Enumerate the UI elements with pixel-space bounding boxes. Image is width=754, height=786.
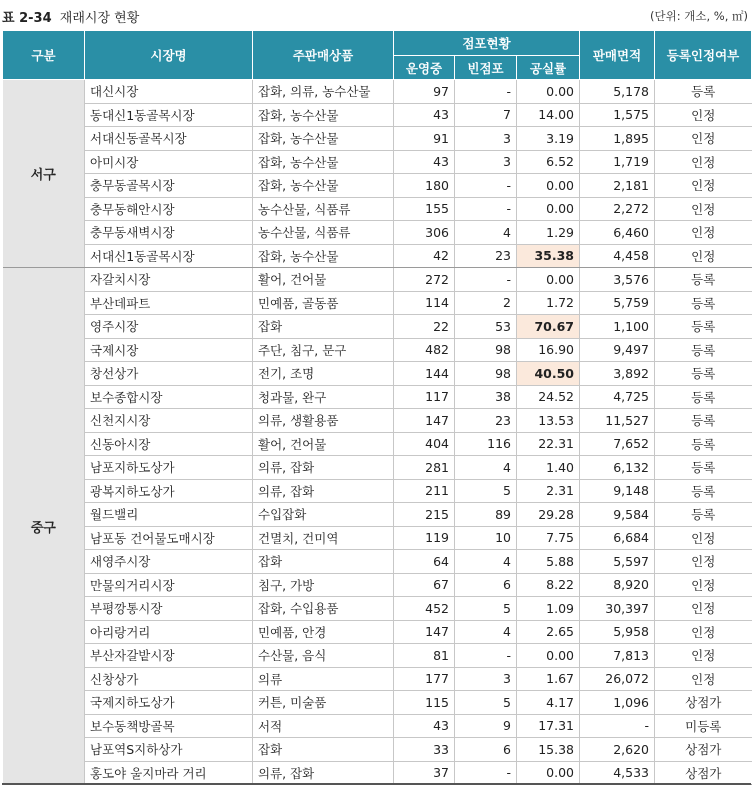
registration-status: 미등록 (655, 714, 752, 738)
operating-count: 281 (394, 456, 455, 480)
vacant-count: 3 (455, 127, 517, 151)
vacancy-rate: 1.67 (517, 667, 580, 691)
sales-area: 8,920 (580, 573, 655, 597)
vacancy-rate: 14.00 (517, 103, 580, 127)
main-goods: 의류 (253, 667, 394, 691)
table-row (3, 362, 752, 386)
table-row (3, 667, 752, 691)
vacancy-rate: 1.29 (517, 221, 580, 245)
table-body (3, 80, 752, 785)
table-row (3, 385, 752, 409)
operating-count: 114 (394, 291, 455, 315)
market-name: 영주시장 (85, 315, 253, 339)
registration-status: 인정 (655, 244, 752, 268)
vacant-count: 38 (455, 385, 517, 409)
main-goods: 주단, 침구, 문구 (253, 338, 394, 362)
table-row (3, 174, 752, 198)
vacant-count: - (455, 761, 517, 785)
vacant-count: - (455, 197, 517, 221)
sales-area: - (580, 714, 655, 738)
operating-count: 67 (394, 573, 455, 597)
registration-status: 인정 (655, 174, 752, 198)
operating-count: 43 (394, 714, 455, 738)
sales-area: 6,684 (580, 526, 655, 550)
main-goods: 수입잡화 (253, 503, 394, 527)
table-row (3, 291, 752, 315)
sales-area: 2,181 (580, 174, 655, 198)
main-goods: 민예품, 골동품 (253, 291, 394, 315)
operating-count: 33 (394, 738, 455, 762)
market-name: 충무동해안시장 (85, 197, 253, 221)
market-name: 신동아시장 (85, 432, 253, 456)
vacant-count: 4 (455, 550, 517, 574)
registration-status: 등록 (655, 479, 752, 503)
registration-status: 인정 (655, 667, 752, 691)
main-goods: 의류, 잡화 (253, 456, 394, 480)
registration-status: 인정 (655, 127, 752, 151)
main-goods: 의류, 잡화 (253, 479, 394, 503)
vacancy-rate: 29.28 (517, 503, 580, 527)
registration-status: 등록 (655, 456, 752, 480)
registration-status: 인정 (655, 526, 752, 550)
registration-status: 인정 (655, 597, 752, 621)
sales-area: 4,533 (580, 761, 655, 785)
operating-count: 147 (394, 409, 455, 433)
table-row (3, 103, 752, 127)
sales-area: 5,597 (580, 550, 655, 574)
registration-status: 등록 (655, 80, 752, 104)
vacancy-rate: 7.75 (517, 526, 580, 550)
header-registration: 등록인정여부 (655, 31, 752, 80)
vacant-count: 23 (455, 409, 517, 433)
sales-area: 26,072 (580, 667, 655, 691)
vacancy-rate: 13.53 (517, 409, 580, 433)
main-goods: 청과물, 완구 (253, 385, 394, 409)
market-name: 국제지하도상가 (85, 691, 253, 715)
registration-status: 인정 (655, 550, 752, 574)
table-row (3, 620, 752, 644)
operating-count: 91 (394, 127, 455, 151)
bottom-rule (2, 783, 751, 785)
main-goods: 잡화 (253, 738, 394, 762)
operating-count: 81 (394, 644, 455, 668)
table-row (3, 244, 752, 268)
vacancy-rate: 17.31 (517, 714, 580, 738)
main-goods: 침구, 가방 (253, 573, 394, 597)
vacancy-rate: 0.00 (517, 197, 580, 221)
main-goods: 잡화, 농수산물 (253, 103, 394, 127)
vacancy-rate: 24.52 (517, 385, 580, 409)
operating-count: 177 (394, 667, 455, 691)
header-store-status: 점포현황 (394, 31, 580, 56)
market-name: 아리랑거리 (85, 620, 253, 644)
table-row (3, 150, 752, 174)
market-name: 보수동책방골목 (85, 714, 253, 738)
registration-status: 상점가 (655, 691, 752, 715)
sales-area: 6,460 (580, 221, 655, 245)
vacancy-rate: 16.90 (517, 338, 580, 362)
sales-area: 11,527 (580, 409, 655, 433)
market-name: 아미시장 (85, 150, 253, 174)
table-row (3, 644, 752, 668)
vacancy-rate: 4.17 (517, 691, 580, 715)
registration-status: 등록 (655, 409, 752, 433)
market-name: 보수종합시장 (85, 385, 253, 409)
header-market-name: 시장명 (85, 31, 253, 80)
vacant-count: 3 (455, 150, 517, 174)
vacant-count: 9 (455, 714, 517, 738)
vacancy-rate: 70.67 (517, 315, 580, 339)
table-row (3, 526, 752, 550)
operating-count: 272 (394, 268, 455, 292)
registration-status: 등록 (655, 338, 752, 362)
operating-count: 404 (394, 432, 455, 456)
vacant-count: 6 (455, 738, 517, 762)
table-row (3, 221, 752, 245)
main-goods: 수산물, 음식 (253, 644, 394, 668)
table-caption (2, 7, 139, 26)
market-name: 부산자갈밭시장 (85, 644, 253, 668)
table-row (3, 738, 752, 762)
vacancy-rate: 0.00 (517, 80, 580, 104)
table-row (3, 432, 752, 456)
market-name: 남포동 건어물도매시장 (85, 526, 253, 550)
market-name: 부산데파트 (85, 291, 253, 315)
operating-count: 115 (394, 691, 455, 715)
registration-status: 인정 (655, 620, 752, 644)
sales-area: 6,132 (580, 456, 655, 480)
header-sales-area: 판매면적 (580, 31, 655, 80)
main-goods: 민예품, 안경 (253, 620, 394, 644)
registration-status: 인정 (655, 221, 752, 245)
main-goods: 잡화, 농수산물 (253, 127, 394, 151)
vacancy-rate: 22.31 (517, 432, 580, 456)
vacancy-rate: 40.50 (517, 362, 580, 386)
sales-area: 9,148 (580, 479, 655, 503)
vacant-count: 2 (455, 291, 517, 315)
operating-count: 43 (394, 103, 455, 127)
vacant-count: 98 (455, 338, 517, 362)
sales-area: 5,759 (580, 291, 655, 315)
market-name: 남포지하도상가 (85, 456, 253, 480)
table-row (3, 573, 752, 597)
vacancy-rate: 6.52 (517, 150, 580, 174)
registration-status: 등록 (655, 362, 752, 386)
vacancy-rate: 8.22 (517, 573, 580, 597)
sales-area: 7,813 (580, 644, 655, 668)
registration-status: 상점가 (655, 761, 752, 785)
main-goods: 잡화 (253, 550, 394, 574)
main-goods: 잡화, 농수산물 (253, 150, 394, 174)
vacant-count: 7 (455, 103, 517, 127)
main-goods: 의류, 잡화 (253, 761, 394, 785)
sales-area: 4,725 (580, 385, 655, 409)
market-name: 신천지시장 (85, 409, 253, 433)
operating-count: 482 (394, 338, 455, 362)
registration-status: 인정 (655, 197, 752, 221)
vacancy-rate: 3.19 (517, 127, 580, 151)
operating-count: 42 (394, 244, 455, 268)
header-group: 구분 (3, 31, 85, 80)
operating-count: 37 (394, 761, 455, 785)
table-title: 재래시장 현황 (59, 11, 140, 26)
registration-status: 인정 (655, 573, 752, 597)
vacancy-rate: 2.31 (517, 479, 580, 503)
sales-area: 7,652 (580, 432, 655, 456)
operating-count: 306 (394, 221, 455, 245)
vacant-count: 4 (455, 456, 517, 480)
vacancy-rate: 0.00 (517, 174, 580, 198)
registration-status: 등록 (655, 432, 752, 456)
market-name: 남포역S지하상가 (85, 738, 253, 762)
main-goods: 활어, 건어물 (253, 432, 394, 456)
market-name: 신창상가 (85, 667, 253, 691)
registration-status: 등록 (655, 268, 752, 292)
vacant-count: 4 (455, 620, 517, 644)
table-row (3, 127, 752, 151)
operating-count: 97 (394, 80, 455, 104)
registration-status: 인정 (655, 644, 752, 668)
operating-count: 215 (394, 503, 455, 527)
sales-area: 2,620 (580, 738, 655, 762)
table-row (3, 691, 752, 715)
operating-count: 147 (394, 620, 455, 644)
operating-count: 43 (394, 150, 455, 174)
vacant-count: 10 (455, 526, 517, 550)
table-row (3, 550, 752, 574)
table-row (3, 268, 752, 292)
market-name: 동대신1동골목시장 (85, 103, 253, 127)
sales-area: 1,719 (580, 150, 655, 174)
market-status-table (2, 30, 752, 785)
table-row (3, 761, 752, 785)
table-row (3, 714, 752, 738)
market-name: 광복지하도상가 (85, 479, 253, 503)
market-name: 만물의거리시장 (85, 573, 253, 597)
vacant-count: - (455, 268, 517, 292)
vacancy-rate: 15.38 (517, 738, 580, 762)
table-caption-bar (0, 0, 754, 30)
operating-count: 211 (394, 479, 455, 503)
market-name: 서대신동골목시장 (85, 127, 253, 151)
vacancy-rate: 35.38 (517, 244, 580, 268)
group-label: 서구 (3, 80, 85, 268)
registration-status: 인정 (655, 103, 752, 127)
market-name: 대신시장 (85, 80, 253, 104)
main-goods: 의류, 생활용품 (253, 409, 394, 433)
vacancy-rate: 2.65 (517, 620, 580, 644)
market-name: 새영주시장 (85, 550, 253, 574)
registration-status: 등록 (655, 385, 752, 409)
vacant-count: - (455, 644, 517, 668)
registration-status: 상점가 (655, 738, 752, 762)
vacancy-rate: 5.88 (517, 550, 580, 574)
vacant-count: 3 (455, 667, 517, 691)
sales-area: 2,272 (580, 197, 655, 221)
vacancy-rate: 0.00 (517, 644, 580, 668)
sales-area: 4,458 (580, 244, 655, 268)
main-goods: 잡화 (253, 315, 394, 339)
sales-area: 3,576 (580, 268, 655, 292)
registration-status: 등록 (655, 291, 752, 315)
operating-count: 144 (394, 362, 455, 386)
main-goods: 활어, 건어물 (253, 268, 394, 292)
table-number: 표 2-34 (2, 11, 52, 26)
table-row (3, 409, 752, 433)
table-row (3, 197, 752, 221)
table-row (3, 315, 752, 339)
operating-count: 452 (394, 597, 455, 621)
vacant-count: 116 (455, 432, 517, 456)
table-row (3, 80, 752, 104)
vacant-count: 98 (455, 362, 517, 386)
header-operating: 운영중 (394, 56, 455, 80)
sales-area: 30,397 (580, 597, 655, 621)
vacancy-rate: 1.40 (517, 456, 580, 480)
vacant-count: 89 (455, 503, 517, 527)
sales-area: 1,096 (580, 691, 655, 715)
sales-area: 1,575 (580, 103, 655, 127)
market-name: 창선상가 (85, 362, 253, 386)
market-name: 충무동골목시장 (85, 174, 253, 198)
main-goods: 잡화, 농수산물 (253, 244, 394, 268)
vacant-count: - (455, 80, 517, 104)
unit-note: (단위: 개소, %, ㎡) (650, 9, 748, 23)
vacant-count: 6 (455, 573, 517, 597)
vacant-count: 5 (455, 479, 517, 503)
main-goods: 서적 (253, 714, 394, 738)
vacancy-rate: 0.00 (517, 268, 580, 292)
operating-count: 119 (394, 526, 455, 550)
operating-count: 155 (394, 197, 455, 221)
main-goods: 농수산물, 식품류 (253, 221, 394, 245)
main-goods: 잡화, 농수산물 (253, 174, 394, 198)
vacant-count: 23 (455, 244, 517, 268)
sales-area: 5,178 (580, 80, 655, 104)
group-label: 중구 (3, 268, 85, 785)
operating-count: 22 (394, 315, 455, 339)
market-name: 부평깡통시장 (85, 597, 253, 621)
table-row (3, 503, 752, 527)
table-row (3, 338, 752, 362)
main-goods: 잡화, 수입용품 (253, 597, 394, 621)
market-name: 국제시장 (85, 338, 253, 362)
table-row (3, 597, 752, 621)
vacant-count: 5 (455, 597, 517, 621)
vacancy-rate: 1.72 (517, 291, 580, 315)
market-name: 자갈치시장 (85, 268, 253, 292)
header-vacancy-rate: 공실률 (517, 56, 580, 80)
registration-status: 등록 (655, 503, 752, 527)
market-name: 충무동새벽시장 (85, 221, 253, 245)
vacancy-rate: 1.09 (517, 597, 580, 621)
sales-area: 1,895 (580, 127, 655, 151)
vacant-count: - (455, 174, 517, 198)
operating-count: 64 (394, 550, 455, 574)
main-goods: 농수산물, 식품류 (253, 197, 394, 221)
market-name: 서대신1동골목시장 (85, 244, 253, 268)
main-goods: 전기, 조명 (253, 362, 394, 386)
vacant-count: 5 (455, 691, 517, 715)
registration-status: 인정 (655, 150, 752, 174)
operating-count: 180 (394, 174, 455, 198)
sales-area: 1,100 (580, 315, 655, 339)
market-name: 월드밸리 (85, 503, 253, 527)
vacancy-rate: 0.00 (517, 761, 580, 785)
vacant-count: 4 (455, 221, 517, 245)
main-goods: 커튼, 미술품 (253, 691, 394, 715)
table-row (3, 479, 752, 503)
sales-area: 9,584 (580, 503, 655, 527)
sales-area: 9,497 (580, 338, 655, 362)
main-goods: 잡화, 의류, 농수산물 (253, 80, 394, 104)
sales-area: 3,892 (580, 362, 655, 386)
operating-count: 117 (394, 385, 455, 409)
header-vacant: 빈점포 (455, 56, 517, 80)
market-name: 홍도야 울지마라 거리 (85, 761, 253, 785)
sales-area: 5,958 (580, 620, 655, 644)
vacant-count: 53 (455, 315, 517, 339)
main-goods: 건멸치, 건미역 (253, 526, 394, 550)
registration-status: 등록 (655, 315, 752, 339)
header-main-goods: 주판매상품 (253, 31, 394, 80)
table-row (3, 456, 752, 480)
